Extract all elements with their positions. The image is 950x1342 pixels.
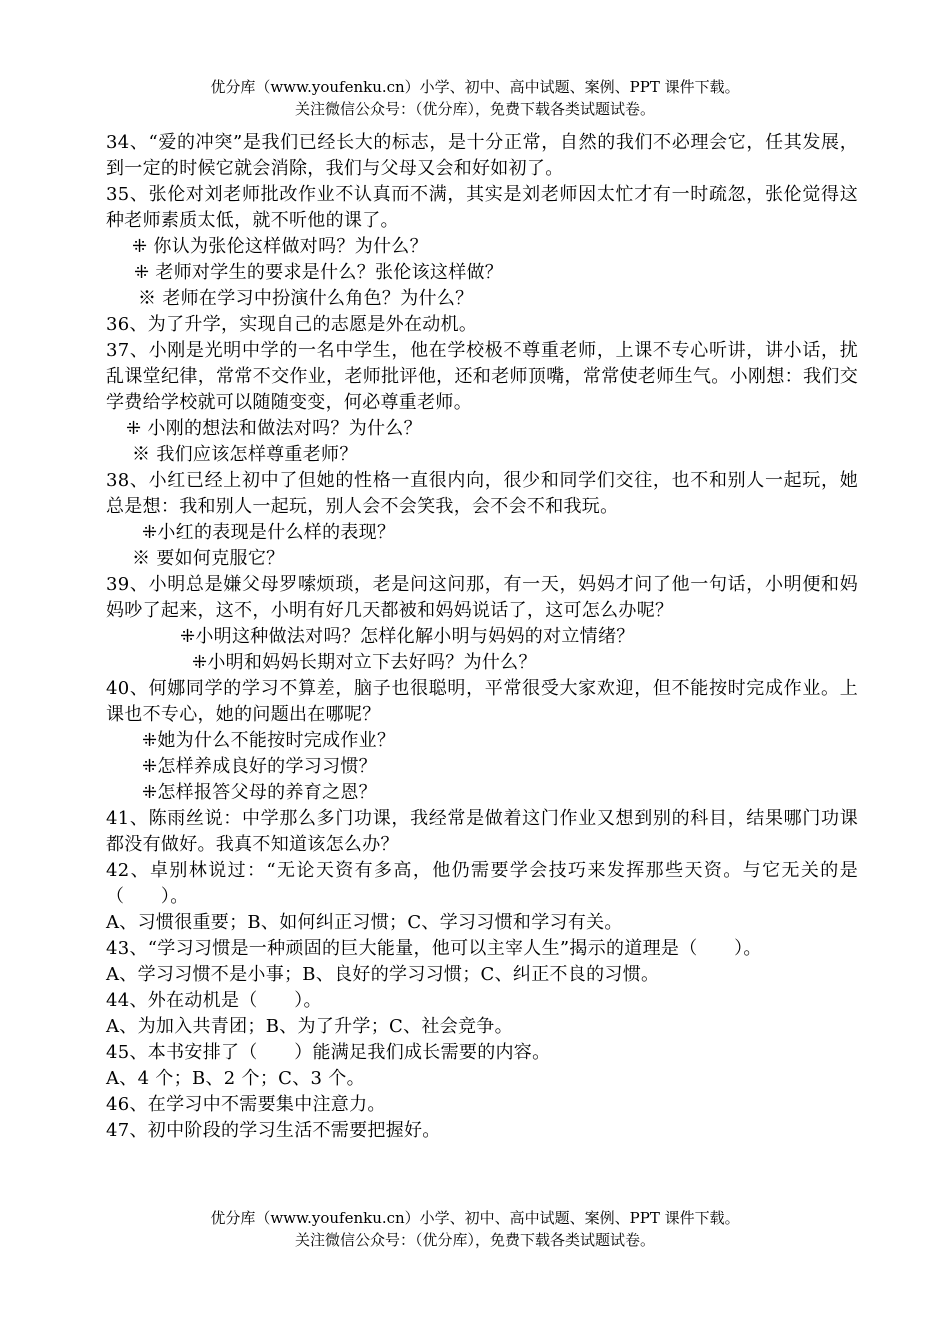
question-list (106, 130, 858, 1144)
question-37-sub-1: ⁜ 小刚的想法和做法对吗？为什么？ (126, 418, 422, 439)
question-35: 35、张伦对刘老师批改作业不认真而不满，其实是刘老师因太忙才有一时疏忽，张伦觉得这种老师素质太低，就不听他的课了。 (106, 184, 858, 231)
question-44: 44、外在动机是（ ）。 (106, 990, 322, 1011)
question-39: 39、小明总是嫌父母罗嗦烦琐，老是问这问那，有一天，妈妈才问了他一句话，小明便和妈妈吵了起来，这不，小明有好几天都被和妈妈说话了，这可怎么办呢？ (106, 574, 858, 621)
question-39-sub-1: ⁜小明这种做法对吗？怎样化解小明与妈妈的对立情绪？ (180, 626, 635, 647)
footer-line-2: 关注微信公众号：（优分库），免费下载各类试题试卷。 (294, 1231, 655, 1249)
question-40: 40、何娜同学的学习不算差，脑子也很聪明，平常很受大家欢迎，但不能按时完成作业。上课也不专心，她的问题出在哪呢？ (106, 678, 858, 725)
question-47: 47、初中阶段的学习生活不需要把握好。 (106, 1120, 441, 1141)
question-45: 45、本书安排了（ ）能满足我们成长需要的内容。 (106, 1042, 551, 1063)
header-line-1: 优分库（www.youfenku.cn）小学、初中、高中试题、案例、PPT 课件下载。 (210, 78, 740, 96)
question-42: 42、卓别林说过：“无论天资有多高，他仍需要学会技巧来发挥那些天资。与它无关的是（ ）。 (106, 860, 858, 907)
question-40-sub-3: ⁜怎样报答父母的养育之恩？ (142, 782, 377, 803)
footer-line-1: 优分库（www.youfenku.cn）小学、初中、高中试题、案例、PPT 课件下载。 (210, 1209, 740, 1227)
question-38: 38、小红已经上初中了但她的性格一直很内向，很少和同学们交往，也不和别人一起玩，她总是想：我和别人一起玩，别人会不会笑我，会不会不和我玩。 (106, 470, 858, 517)
page-header (0, 76, 950, 120)
question-41: 41、陈雨丝说：中学那么多门功课，我经常是做着这门作业又想到别的科目，结果哪门功课都没有做好。我真不知道该怎么办？ (106, 808, 858, 855)
question-35-sub-1: ⁜ 你认为张伦这样做对吗？为什么？ (132, 236, 428, 257)
question-40-sub-1: ⁜她为什么不能按时完成作业？ (142, 730, 396, 751)
question-38-sub-2: ※ 要如何克服它？ (132, 548, 285, 569)
question-44-options: A、为加入共青团；B、为了升学；C、社会竞争。 (106, 1016, 513, 1037)
question-40-sub-2: ⁜怎样养成良好的学习习惯？ (142, 756, 377, 777)
question-35-sub-3: ※ 老师在学习中扮演什么角色？为什么？ (138, 288, 474, 309)
question-36: 36、为了升学，实现自己的志愿是外在动机。 (106, 314, 478, 335)
question-38-sub-1: ⁜小红的表现是什么样的表现？ (142, 522, 396, 543)
question-34: 34、“爱的冲突”是我们已经长大的标志，是十分正常，自然的我们不必理会它，任其发展，到一定的时候它就会消除，我们与父母又会和好如初了。 (106, 132, 858, 179)
question-43-options: A、学习习惯不是小事；B、良好的学习习惯；C、纠正不良的习惯。 (106, 964, 660, 985)
page-footer (0, 1207, 950, 1251)
question-37: 37、小刚是光明中学的一名中学生，他在学校极不尊重老师，上课不专心听讲，讲小话，扰乱课堂纪律，常常不交作业，老师批评他，还和老师顶嘴，常常使老师生气。小刚想：我们交学费给学校就可以随随变变，何必尊重老师。 (106, 340, 858, 413)
question-35-sub-2: ⁜ 老师对学生的要求是什么？张伦该这样做？ (134, 262, 504, 283)
question-46: 46、在学习中不需要集中注意力。 (106, 1094, 386, 1115)
question-37-sub-2: ※ 我们应该怎样尊重老师？ (132, 444, 358, 465)
question-45-options: A、4 个；B、2 个；C、3 个。 (106, 1068, 365, 1089)
header-line-2: 关注微信公众号：（优分库），免费下载各类试题试卷。 (294, 100, 655, 118)
question-42-options: A、习惯很重要；B、如何纠正习惯；C、学习习惯和学习有关。 (106, 912, 623, 933)
question-39-sub-2: ⁜小明和妈妈长期对立下去好吗？为什么？ (192, 652, 537, 673)
question-43: 43、“学习习惯是一种顽固的巨大能量，他可以主宰人生”揭示的道理是（ ）。 (106, 938, 762, 959)
